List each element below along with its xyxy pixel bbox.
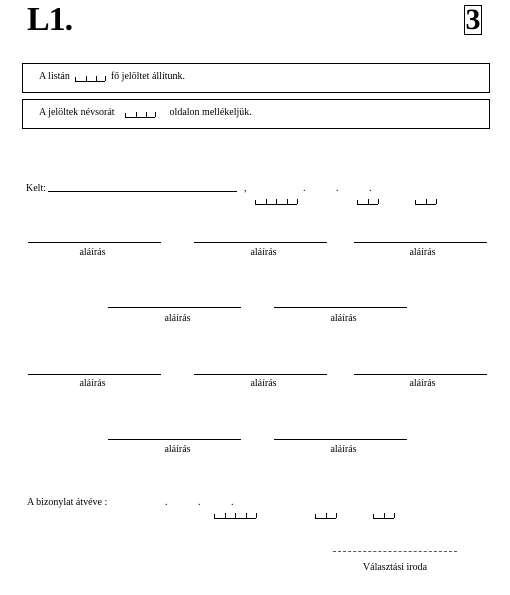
signature-label: aláírás bbox=[79, 378, 106, 389]
place-field[interactable] bbox=[48, 191, 237, 192]
signature-line[interactable] bbox=[354, 374, 487, 375]
signature-line[interactable] bbox=[194, 242, 327, 243]
signature-label: aláírás bbox=[409, 247, 436, 258]
receipt-month-field[interactable] bbox=[315, 514, 336, 519]
office-signature-line[interactable] bbox=[333, 551, 457, 552]
signature-label: aláírás bbox=[250, 247, 277, 258]
month-field[interactable] bbox=[357, 200, 378, 205]
receipt-year-field[interactable] bbox=[214, 514, 256, 519]
signature-line[interactable] bbox=[108, 439, 241, 440]
candidates-count-box bbox=[22, 63, 490, 93]
signature-label: aláírás bbox=[164, 313, 191, 324]
candidates-prefix: A listán bbox=[39, 71, 70, 82]
signature-line[interactable] bbox=[274, 307, 407, 308]
candidates-suffix: fő jelöltet állítunk. bbox=[110, 71, 185, 82]
comma: , bbox=[244, 183, 247, 194]
signature-label: aláírás bbox=[79, 247, 106, 258]
date-label: Kelt: bbox=[26, 183, 46, 194]
year-field[interactable] bbox=[255, 200, 297, 205]
signature-line[interactable] bbox=[108, 307, 241, 308]
pages-prefix: A jelöltek névsorát bbox=[39, 107, 115, 118]
signature-line[interactable] bbox=[354, 242, 487, 243]
pages-count-field[interactable] bbox=[125, 113, 155, 118]
day-field[interactable] bbox=[415, 200, 436, 205]
receipt-day-field[interactable] bbox=[373, 514, 394, 519]
page-number: 3 bbox=[465, 3, 481, 36]
signature-line[interactable] bbox=[28, 242, 161, 243]
signature-line[interactable] bbox=[28, 374, 161, 375]
signature-label: aláírás bbox=[250, 378, 277, 389]
signature-label: aláírás bbox=[330, 313, 357, 324]
office-label: Választási iroda bbox=[362, 562, 428, 573]
signature-label: aláírás bbox=[409, 378, 436, 389]
receipt-label: A bizonylat átvéve : bbox=[27, 497, 108, 508]
date-row bbox=[26, 183, 46, 194]
signature-label: aláírás bbox=[330, 444, 357, 455]
pages-count-box bbox=[22, 99, 490, 129]
pages-suffix: oldalon mellékeljük. bbox=[169, 107, 252, 118]
signature-line[interactable] bbox=[194, 374, 327, 375]
form-code: L1. bbox=[27, 1, 73, 38]
signature-line[interactable] bbox=[274, 439, 407, 440]
candidates-count-field[interactable] bbox=[75, 77, 105, 82]
signature-label: aláírás bbox=[164, 444, 191, 455]
